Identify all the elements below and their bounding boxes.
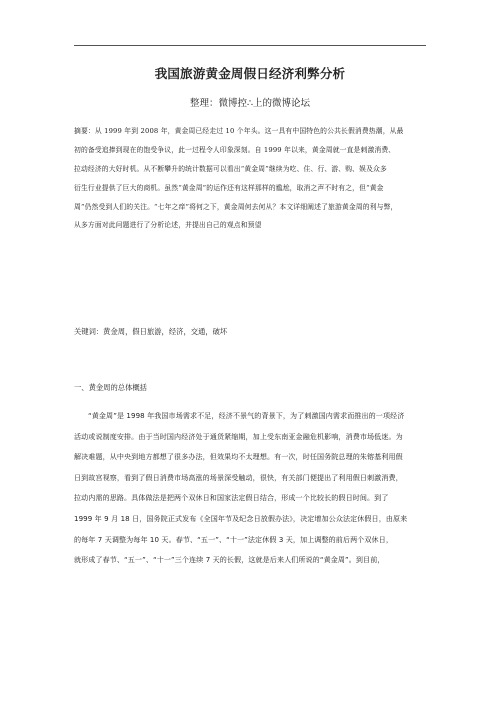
abstract-line: 从多方面对此问题进行了分析论述，并提出自己的观点和预望 bbox=[74, 221, 262, 230]
body-paragraph bbox=[74, 406, 430, 571]
abstract-line: 周”仍然受到人们的关注。“七年之痒”将何之下，黄金周何去何从？本文详细阐述了旅游黄金周的利与弊， bbox=[74, 202, 398, 211]
document-subtitle: 整理：微博控∴上的微博论坛 bbox=[189, 98, 311, 109]
body-line: 拉动内需的思路。具体做法是把两个双休日和国家法定假日结合，形成一个比较长的假日时间。到了 bbox=[74, 493, 389, 503]
body-line: 日到故宫视察，看到了假日消费市场高涨的场景深受触动，很快，有关部门便提出了利用假日刺激消费， bbox=[74, 472, 403, 482]
keywords: 关键词：黄金周，假日旅游，经济，交通，破坏 bbox=[74, 327, 228, 336]
body-line: 就形成了春节、“五一”、“十一”三个连续 7 天的长假，这就是后来人们所说的“黄金周”。到目前， bbox=[74, 555, 385, 565]
body-line: 的每年 7 天调整为每年 10 天。春节、“五一”、“十一”法定休假 3 天，加上调整的前后两个双休日， bbox=[74, 534, 393, 544]
section-heading: 一、黄金周的总体概括 bbox=[74, 383, 147, 392]
abstract-line: 摘要：从 1999 年到 2008 年，黄金周已经走过 10 个年头。这一具有中国特色的公共长假消费热潮，从最 bbox=[74, 127, 404, 135]
header-rule bbox=[74, 45, 426, 46]
document-title: 我国旅游黄金周假日经济利弊分析 bbox=[154, 66, 346, 81]
body-line: “黄金周”是 1998 年我国市场需求不足，经济不景气的背景下，为了刺激国内需求而推出的一项经济 bbox=[88, 411, 405, 420]
abstract bbox=[74, 122, 430, 235]
abstract-line: 拉动经济的大好时机。从不断攀升的统计数据可以看出“黄金周”继续为吃、住、行、游、购、娱及众多 bbox=[74, 164, 387, 173]
body-line: 活动或说制度安排。由于当时国内经济处于通货紧缩期，加上受东南亚金融危机影响，消费市场低迷。为 bbox=[74, 431, 403, 441]
abstract-line: 衍生行业提供了巨大的商机。虽然“黄金周”的运作还有这样那样的尴尬，取消之声不时有之，但“黄金 bbox=[74, 183, 384, 192]
body-line: 解决难题，从中央到地方都想了很多办法，但效果均不太理想。有一次，时任国务院总理的朱镕基利用假 bbox=[74, 452, 403, 462]
body-line: 1999 年 9 月 18 日，国务院正式发布《全国年节及纪念日放假办法》，决定增加公众法定休假日，由原来 bbox=[74, 513, 408, 523]
abstract-line: 初的备受追捧到现在的饱受争议，此一过程令人印象深刻。自 1999 年以来，黄金周就一直是刺激消费、 bbox=[74, 145, 396, 154]
